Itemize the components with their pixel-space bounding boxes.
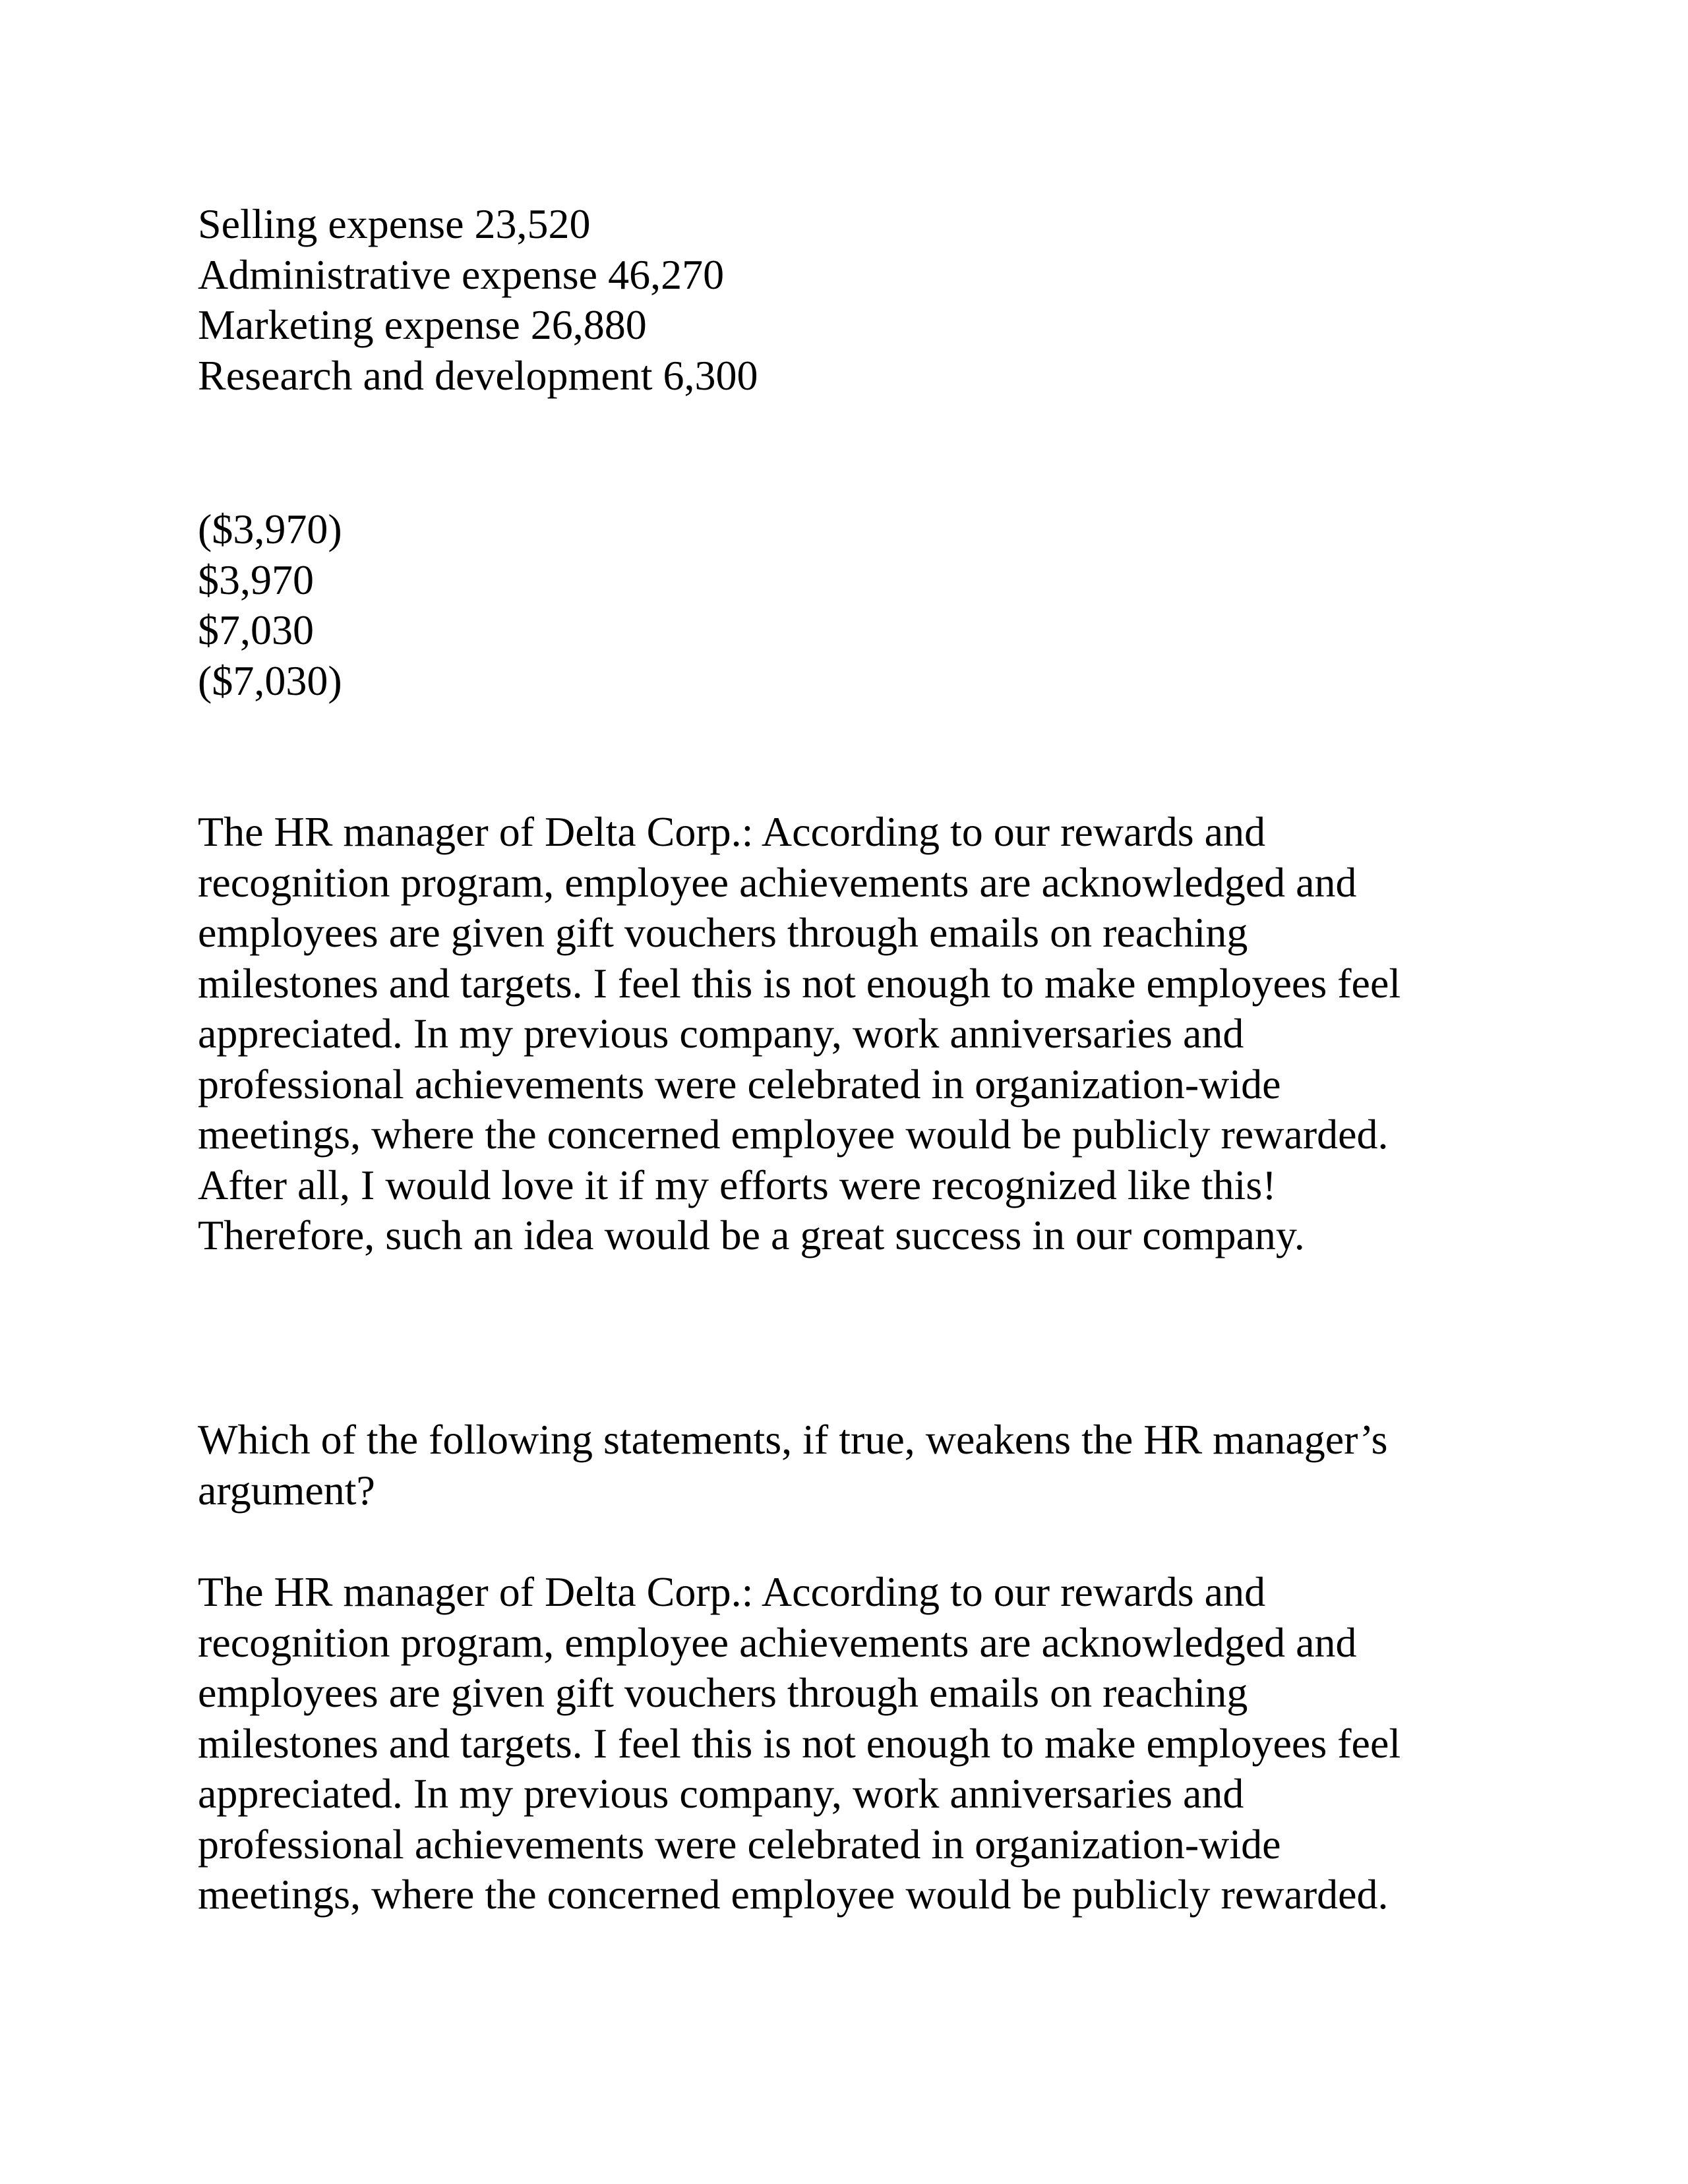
passage-line: employees are given gift vouchers through emails on reaching [198, 1669, 1248, 1716]
question-stem [198, 1415, 1503, 1516]
passage-line: milestones and targets. I feel this is not enough to make employees feel [198, 959, 1401, 1007]
passage-line: meetings, where the concerned employee would be publicly rewarded. [198, 1111, 1389, 1158]
hr-manager-passage-repeat [198, 1567, 1503, 1920]
expense-line-marketing: Marketing expense 26,880 [198, 301, 647, 348]
passage-line: professional achievements were celebrated in organization-wide [198, 1060, 1281, 1107]
answer-options [198, 504, 1503, 706]
answer-option: $7,030 [198, 606, 314, 653]
passage-line: appreciated. In my previous company, work anniversaries and [198, 1770, 1244, 1817]
expense-line-selling: Selling expense 23,520 [198, 200, 591, 247]
passage-line: meetings, where the concerned employee would be publicly rewarded. [198, 1871, 1389, 1918]
passage-line: employees are given gift vouchers through emails on reaching [198, 909, 1248, 956]
question-line: argument? [198, 1466, 375, 1514]
passage-line: recognition program, employee achievements are acknowledged and [198, 1618, 1357, 1666]
passage-line: After all, I would love it if my efforts were recognized like this! [198, 1161, 1277, 1208]
hr-manager-passage [198, 807, 1503, 1261]
passage-line: professional achievements were celebrated in organization-wide [198, 1820, 1281, 1868]
passage-line: Therefore, such an idea would be a great success in our company. [198, 1212, 1305, 1258]
passage-line: appreciated. In my previous company, work anniversaries and [198, 1010, 1244, 1057]
passage-line: recognition program, employee achievements are acknowledged and [198, 858, 1357, 906]
expense-line-administrative: Administrative expense 46,270 [198, 251, 725, 298]
question-line: Which of the following statements, if true, weakens the HR manager’s [198, 1416, 1388, 1463]
answer-option: ($3,970) [198, 506, 342, 552]
expense-line-research: Research and development 6,300 [198, 351, 758, 399]
expense-list [198, 199, 1503, 401]
answer-option: $3,970 [198, 556, 314, 603]
passage-line: The HR manager of Delta Corp.: According to our rewards and [198, 808, 1266, 855]
passage-line: milestones and targets. I feel this is not enough to make employees feel [198, 1719, 1401, 1767]
answer-option: ($7,030) [198, 657, 342, 704]
passage-line: The HR manager of Delta Corp.: According to our rewards and [198, 1568, 1266, 1615]
